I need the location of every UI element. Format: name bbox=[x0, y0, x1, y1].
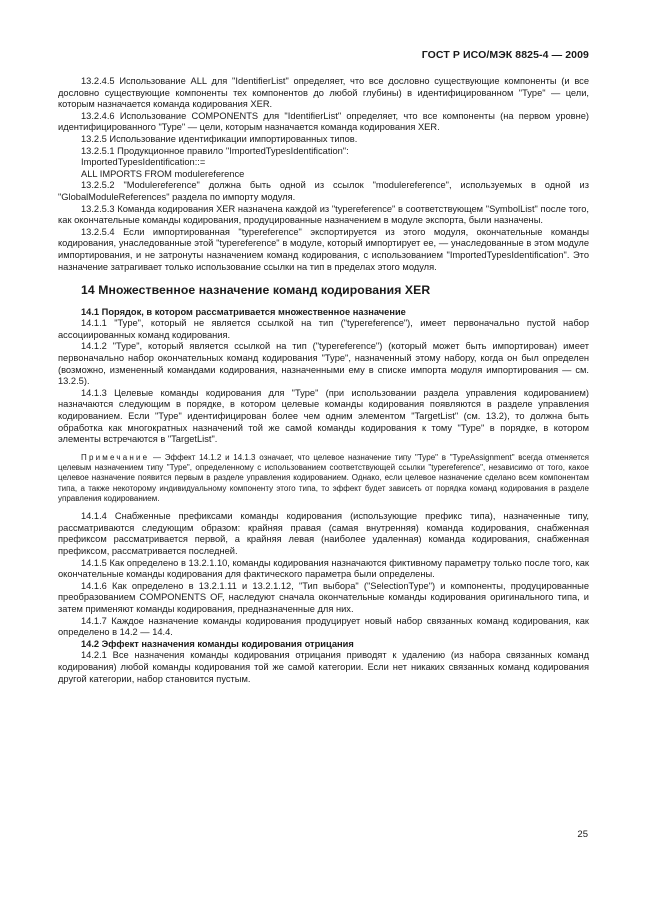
paragraph-14-1-5: 14.1.5 Как определено в 13.2.1.10, команды кодирования назначаются фиктивному параметру только после того, как окончательные команды кодирования для фактического параметра были определены. bbox=[58, 557, 589, 580]
page-number: 25 bbox=[577, 829, 588, 840]
paragraph-13-2-5-1: 13.2.5.1 Продукционное правило "ImportedTypesIdentification": bbox=[81, 145, 349, 156]
paragraph-14-1-4: 14.1.4 Снабженные префиксами команды кодирования (использующие префикс типа), назначенные типу, рассматриваются следующим образом: крайняя правая (самая внутренняя) команда кодирования, снабженная префиксом рассматривается первой, а крайняя левая (наиболее удаленная) команда кодирования, снабженная префиксом, рассматривается последней. bbox=[58, 511, 589, 557]
paragraph-14-1-6: 14.1.6 Как определено в 13.2.1.11 и 13.2.1.12, "Тип выбора" ("SelectionType") и компоненты, продуцированные преобразованием COMPONENTS OF, наследуют сначала окончательные команды кодирования оригинального типа, и затем применяют команды кодирования, предназначенные для них. bbox=[58, 580, 589, 615]
note-text: — Эффект 14.1.2 и 14.1.3 означает, что целевое назначение типу "Type" в "TypeAssignment" всегда отменяется целевым назначением типу "Type", определенному с использованием соответствующей ссылки "typereference", независимо от того, какое целевое назначение появится первым в разделе управления кодированием. Однако, если целевое назначение сделано всем компонентам типа, а также некоторому индивидуальному компоненту этого типа, то эффект будет зависеть от порядка команд кодирования в разделе управления кодированием. bbox=[58, 452, 589, 503]
paragraph-13-2-5: 13.2.5 Использование идентификации импортированных типов. bbox=[81, 133, 358, 144]
paragraph-14-1-3: 14.1.3 Целевые команды кодирования для "Type" (при использовании раздела управления кодированием) назначаются следующим в порядке, в котором целевые команды кодирования появляются в разделе управления кодированием. Если "Type" идентифицирован более чем одним элементом "TargetList" (см. 13.2), то должна быть обработка как многократных назначений той же самой команды кодирования к тому "Type" в порядке, в котором элементы встречаются в "TargetList". bbox=[58, 387, 589, 445]
document-body bbox=[58, 76, 589, 685]
paragraph-14-2-1: 14.2.1 Все назначения команды кодирования отрицания приводят к удалению (из набора связанных команд кодирования) любой команды кодирования той же самой категории. Если нет никаких связанных команд кодирования другой категории, набор становится пустым. bbox=[58, 650, 589, 684]
paragraph-14-1-7: 14.1.7 Каждое назначение команды кодирования продуцирует новый набор связанных команд кодирования, как определено в 14.2 — 14.4. bbox=[58, 615, 589, 638]
paragraph-13-2-4-5: 13.2.4.5 Использование ALL для "IdentifierList" определяет, что все дословно существующие компоненты (и все дословно существующие компоненты тех компонентов до любой глубины) в идентифицированном "Type" — цели, которым назначается команда кодирования XER. bbox=[58, 76, 589, 110]
paragraph-14-1-2: 14.1.2 "Type", который является ссылкой на тип ("typereference") (который может быть импортирован) имеет первоначально набор окончательных команд кодирования "Type", назначенный этому набору, когда он был определен (возможно, измененный командами кодирования, назначенными ему в списке импорта модуля импортирования — см. 13.2.5). bbox=[58, 341, 589, 387]
paragraph-13-2-4-6: 13.2.4.6 Использование COMPONENTS для "IdentifierList" определяет, что все компоненты (на первом уровне) идентифицированного "Type" — цели, которым назначается команда кодирования XER. bbox=[58, 110, 589, 133]
paragraph-13-2-5-4: 13.2.5.4 Если импортированная "typereference" экспортируется из этого модуля, окончательные команды кодирования, унаследованные этой "typereference" в модуле, который импортирует ее, — унаследованные в этом модуле импортирования, и не затронуты назначением команд кодирования, с использованием "ImportedTypesIdentification". Это назначение затрагивает только использование ссылки на тип в пределах этого модуля. bbox=[58, 226, 589, 272]
paragraph-14-1-1: 14.1.1 "Type", который не является ссылкой на тип ("typereference"), имеет первоначально пустой набор ассоциированных команд кодирования. bbox=[58, 318, 589, 340]
section-14-heading: 14 Множественное назначение команд кодирования XER bbox=[81, 283, 431, 298]
paragraph-13-2-5-2: 13.2.5.2 "Modulereference" должна быть одной из ссылок "modulereference", используемых в одной из "GlobalModuleReferences" раздела по импорту модуля. bbox=[58, 180, 589, 202]
note-block bbox=[58, 453, 589, 504]
subsection-14-2-heading: 14.2 Эффект назначения команды кодирования отрицания bbox=[81, 638, 354, 649]
document-header: ГОСТ Р ИСО/МЭК 8825-4 — 2009 bbox=[421, 49, 589, 61]
subsection-14-1-heading: 14.1 Порядок, в котором рассматривается множественное назначение bbox=[81, 306, 406, 317]
production-rule-line-1: ImportedTypesIdentification::= bbox=[81, 157, 206, 168]
paragraph-13-2-5-3: 13.2.5.3 Команда кодирования XER назначена каждой из "typereference" в соответствующем "SymbolList" после того, как окончательные команды кодирования, продуцированные назначением в модуле экспорта, были назначены. bbox=[58, 203, 589, 226]
production-rule-line-2: ALL IMPORTS FROM modulereference bbox=[81, 168, 245, 179]
note-label: Примечание bbox=[81, 452, 150, 462]
